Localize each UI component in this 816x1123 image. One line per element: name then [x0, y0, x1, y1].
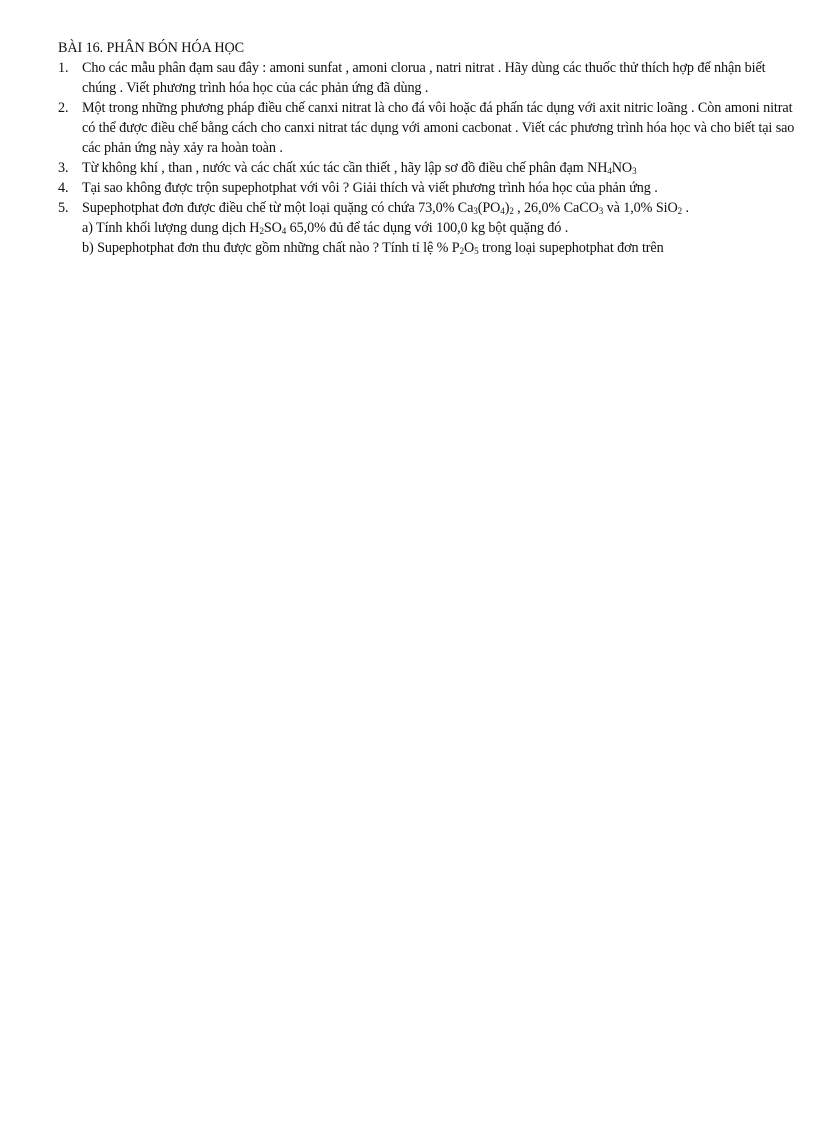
question-text-part: trong loại supephotphat đơn trên	[478, 240, 664, 256]
question-text: Tại sao không được trộn supephotphat với vôi ? Giải thích và viết phương trình hóa học của phản ứng .	[82, 180, 658, 196]
formula-subscript: 2	[677, 206, 683, 216]
question-item	[58, 98, 798, 158]
question-text-part: Từ không khí , than , nước và các chất xúc tác cần thiết , hãy lập sơ đồ điều chế phân đạm NH	[82, 160, 608, 176]
question-number: 4.	[58, 180, 69, 196]
formula-subscript: 5	[474, 246, 479, 256]
question-text-part: (PO	[477, 200, 501, 216]
document-title: BÀI 16. PHÂN BÓN HÓA HỌC	[58, 40, 244, 56]
question-list	[58, 58, 798, 258]
question-number: 5.	[58, 200, 69, 216]
formula-subscript: 4	[607, 166, 612, 176]
question-number: 3.	[58, 160, 69, 176]
question-part-b	[82, 238, 798, 258]
question-part-a	[82, 218, 798, 238]
question-text	[82, 160, 636, 176]
formula-subscript: 2	[509, 206, 514, 216]
question-text-part: , 26,0% CaCO	[513, 200, 599, 216]
question-intro	[82, 198, 798, 218]
formula-subscript: 2	[259, 226, 264, 236]
question-item	[58, 58, 798, 98]
question-number: 1.	[58, 60, 69, 76]
formula-subscript: 3	[473, 206, 478, 216]
question-number: 2.	[58, 100, 69, 116]
question-text-part: b) Supephotphat đơn thu được gồm những chất nào ? Tính tỉ lệ % P	[82, 240, 460, 256]
question-text-part: NO	[611, 160, 633, 176]
question-item	[58, 198, 798, 258]
question-text-part: Supephotphat đơn được điều chế từ một loại quặng có chứa 73,0% Ca	[82, 200, 474, 216]
question-text-part: và 1,0% SiO	[603, 200, 678, 216]
formula-subscript: 3	[632, 166, 637, 176]
question-text-part: SO	[263, 220, 282, 236]
question-text-part: a) Tính khối lượng dung dịch H	[82, 220, 260, 236]
question-text-part: )	[504, 200, 510, 216]
question-text-part: O	[463, 240, 475, 256]
formula-subscript: 4	[281, 226, 287, 236]
question-text: Một trong những phương pháp điều chế canxi nitrat là cho đá vôi hoặc đá phấn tác dụng với axit nitric loãng . Còn amoni nitrat có thể được điều chế bằng cách cho canxi nitrat tác dụng với amoni cacbonat . Viết các phương trình hóa học và cho biết tại sao các phản ứng này xảy ra hoàn toàn .	[82, 100, 795, 156]
question-item	[58, 158, 798, 178]
question-text: Cho các mẫu phân đạm sau đây : amoni sunfat , amoni clorua , natri nitrat . Hãy dùng các thuốc thử thích hợp để nhận biết chúng . Viết phương trình hóa học của các phản ứng đã dùng .	[82, 60, 766, 96]
formula-subscript: 3	[598, 206, 604, 216]
formula-subscript: 4	[500, 206, 505, 216]
formula-subscript: 2	[459, 246, 464, 256]
question-item	[58, 178, 798, 198]
document-page	[58, 38, 798, 258]
question-text-part: 65,0% đủ để tác dụng với 100,0 kg bột quặng đó .	[286, 220, 569, 236]
question-text-part: .	[682, 200, 689, 216]
